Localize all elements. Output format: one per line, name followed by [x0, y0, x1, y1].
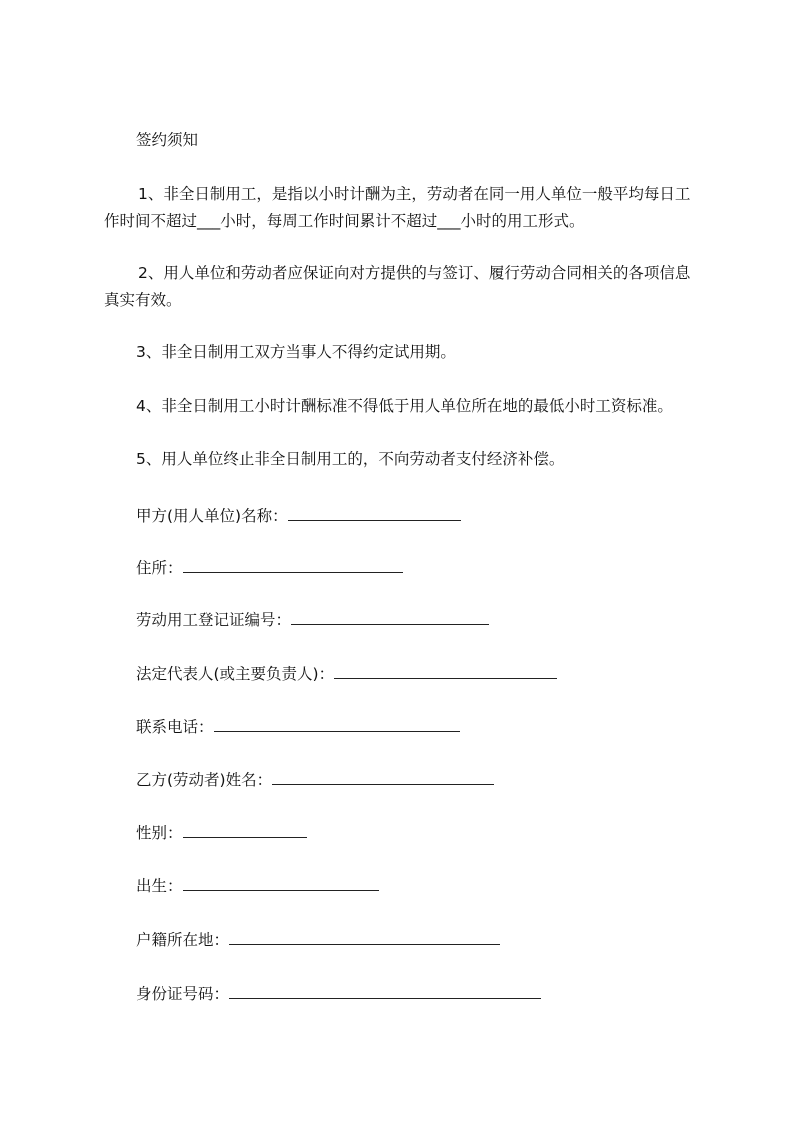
item-4: 4、非全日制用工小时计酬标准不得低于用人单位所在地的最低小时工资标准。	[136, 397, 673, 415]
document-title: 签约须知	[136, 131, 199, 149]
blank-line[interactable]	[291, 610, 489, 625]
blank-line[interactable]	[183, 558, 403, 573]
field-label: 甲方(用人单位)名称：	[136, 507, 288, 525]
field-label: 住所：	[136, 559, 183, 577]
blank-line[interactable]	[183, 876, 379, 891]
field-address	[136, 558, 403, 578]
field-id-number	[136, 984, 541, 1004]
item-3: 3、非全日制用工双方当事人不得约定试用期。	[136, 343, 456, 361]
item-2-line-2: 真实有效。	[104, 291, 182, 309]
field-label: 性别：	[136, 824, 183, 842]
field-label: 联系电话：	[136, 718, 214, 736]
field-legal-representative	[136, 664, 557, 684]
blank-line[interactable]	[334, 664, 557, 679]
item-2-line-1: 2、用人单位和劳动者应保证向对方提供的与签订、履行劳动合同相关的各项信息	[138, 264, 691, 282]
field-registration-number	[136, 610, 489, 630]
blank-line[interactable]	[272, 770, 494, 785]
blank-line[interactable]	[214, 717, 460, 732]
field-label: 身份证号码：	[136, 985, 230, 1003]
field-label: 法定代表人(或主要负责人)：	[136, 665, 335, 683]
item-1-line-1: 1、非全日制用工，是指以小时计酬为主，劳动者在同一用人单位一般平均每日工	[138, 185, 691, 203]
field-label: 乙方(劳动者)姓名：	[136, 771, 273, 789]
field-worker-name	[136, 770, 494, 790]
field-label: 劳动用工登记证编号：	[136, 611, 292, 629]
field-phone	[136, 717, 460, 737]
field-gender	[136, 823, 307, 843]
field-label: 出生：	[136, 877, 183, 895]
blank-line[interactable]	[229, 930, 500, 945]
field-household-registration	[136, 930, 500, 950]
blank-line[interactable]	[183, 823, 307, 838]
field-employer-name	[136, 506, 461, 526]
field-label: 户籍所在地：	[136, 931, 230, 949]
item-5: 5、用人单位终止非全日制用工的，不向劳动者支付经济补偿。	[136, 450, 565, 468]
item-1-line-2: 作时间不超过___小时，每周工作时间累计不超过___小时的用工形式。	[104, 212, 585, 230]
blank-line[interactable]	[229, 984, 541, 999]
field-birth	[136, 876, 379, 896]
blank-line[interactable]	[288, 506, 461, 521]
